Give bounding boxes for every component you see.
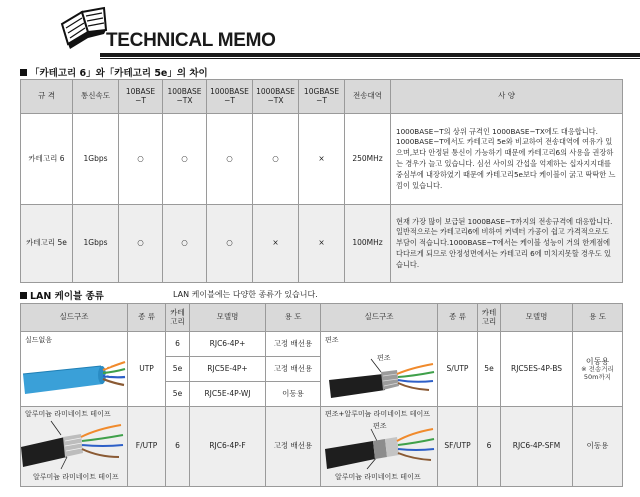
model-name: RJC6-4P+ [190, 332, 266, 357]
category: 5e [166, 382, 190, 407]
col-header: 종 류 [128, 304, 166, 332]
support-mark: ○ [163, 114, 207, 205]
usage-note: 50m까지 [583, 372, 612, 381]
col-header: 1000BASE −T [207, 80, 253, 114]
sutp-cable-image [321, 332, 438, 407]
col-header: 실드구조 [21, 304, 128, 332]
cable-type: SF/UTP [438, 407, 478, 487]
usage-note: ※ 전송거리 [581, 365, 614, 374]
support-mark: × [253, 205, 299, 283]
col-header: 용 도 [573, 304, 623, 332]
pointer-label: 편조 [373, 422, 387, 430]
row-band: 100MHz [345, 205, 391, 283]
model-name: RJC6-4P-SFM [501, 407, 573, 487]
category-comparison-table [20, 79, 623, 283]
usage: 이동용 [573, 407, 623, 487]
col-header: 카테 고리 [478, 304, 501, 332]
col-header: 용 도 [266, 304, 321, 332]
col-header: 모델명 [190, 304, 266, 332]
table-row [21, 332, 623, 357]
category: 6 [166, 332, 190, 357]
row-spec: 현재 가장 많이 보급된 1000BASE−T까지의 전송규격에 대응합니다.일반적으로는 카테고리6에 비하여 커넥터 가공이 쉽고 가격적으로도 부담이 적습니다.1000BASE−T에서는 케이블 성능이 거의 한계점에 다다르게 되므로 안정성면에서는 카테고리 6에 미치지못할 경우도 있습니다. [391, 205, 623, 283]
usage: 이동용 [266, 382, 321, 407]
support-mark: ○ [163, 205, 207, 283]
category: 5e [478, 332, 501, 407]
row-speed: 1Gbps [73, 205, 119, 283]
structure-label: 실드없음 [25, 336, 53, 344]
structure-label: 알루미늄 라미네이트 테이프 [335, 473, 421, 481]
usage: 고정 배선용 [266, 407, 321, 487]
model-name: RJC5ES-4P-BS [501, 332, 573, 407]
square-bullet-icon [20, 292, 27, 299]
memo-header [0, 0, 640, 60]
usage [573, 332, 623, 407]
square-bullet-icon [20, 69, 27, 76]
row-spec: 1000BASE−T의 상위 규격인 1000BASE−TX에도 대응합니다. 1000BASE−T에서도 카테고리 5e와 비교하여 전송대역에 여유가 있으며,보다 안정된 통신이 가능하기 때문에 카테고리6의 사용을 권장하는 경우가 늘고 있습니다. 심선 사이의 간섭을 억제하는 십자지지대를 중심부에 내장하였기 때문에 카테고리5e보다 케이블이 굵고 딱딱한 느낌이 있습니다. [391, 114, 623, 205]
lan-cable-types-table [20, 303, 623, 487]
support-mark: ○ [119, 205, 163, 283]
support-mark: ○ [207, 205, 253, 283]
futp-structure-cell [21, 407, 128, 487]
table-row [21, 114, 623, 205]
structure-label: 알루미늄 라미네이트 테이프 [25, 410, 111, 418]
table-header-row [21, 304, 623, 332]
row-speed: 1Gbps [73, 114, 119, 205]
support-mark: ○ [253, 114, 299, 205]
cable-type: UTP [128, 332, 166, 407]
col-header: 10BASE −T [119, 80, 163, 114]
cable-type: S/UTP [438, 332, 478, 407]
model-name: RJC6-4P-F [190, 407, 266, 487]
support-mark: × [299, 114, 345, 205]
table-row [21, 407, 623, 487]
col-header: 사 양 [391, 80, 623, 114]
col-header: 전송대역 [345, 80, 391, 114]
usage: 고정 배선용 [266, 357, 321, 382]
utp-structure-cell [21, 332, 128, 407]
col-header: 종 류 [438, 304, 478, 332]
header-divider [100, 53, 640, 57]
sutp-structure-cell [321, 332, 438, 407]
col-header: 통신속도 [73, 80, 119, 114]
table-header-row [21, 80, 623, 114]
support-mark: × [299, 205, 345, 283]
page-title: TECHNICAL MEMO [106, 30, 276, 51]
section1-title: 「카테고리 6」와「카테고리 5e」의 차이 [20, 65, 208, 79]
col-header: 규 격 [21, 80, 73, 114]
table-row [21, 205, 623, 283]
section2-title: LAN 케이블 종류 [20, 288, 104, 302]
structure-label: 알루미늄 라미네이트 테이프 [33, 473, 119, 481]
model-name: RJC5E-4P-WJ [190, 382, 266, 407]
col-header: 1000BASE −TX [253, 80, 299, 114]
support-mark: ○ [119, 114, 163, 205]
cable-type: F/UTP [128, 407, 166, 487]
structure-label: 편조 [325, 336, 339, 344]
col-header: 모델명 [501, 304, 573, 332]
row-name: 카테고리 5e [21, 205, 73, 283]
row-band: 250MHz [345, 114, 391, 205]
pointer-label: 편조 [377, 354, 391, 362]
col-header: 100BASE −TX [163, 80, 207, 114]
structure-label: 편조+알루미늄 라미네이트 테이프 [325, 410, 430, 418]
col-header: 실드구조 [321, 304, 438, 332]
sfutp-cable-image [321, 407, 438, 487]
section2-note: LAN 케이블에는 다양한 종류가 있습니다. [173, 290, 318, 299]
open-book-icon [58, 2, 110, 52]
sfutp-structure-cell [321, 407, 438, 487]
category: 6 [166, 407, 190, 487]
utp-cable-image [21, 332, 128, 407]
row-name: 카테고리 6 [21, 114, 73, 205]
col-header: 카테 고리 [166, 304, 190, 332]
model-name: RJC5E-4P+ [190, 357, 266, 382]
header-divider-thin [100, 58, 640, 59]
futp-cable-image [21, 407, 128, 487]
support-mark: ○ [207, 114, 253, 205]
usage: 고정 배선용 [266, 332, 321, 357]
category: 6 [478, 407, 501, 487]
col-header: 10GBASE −T [299, 80, 345, 114]
category: 5e [166, 357, 190, 382]
usage-label: 이동용 [585, 356, 610, 366]
